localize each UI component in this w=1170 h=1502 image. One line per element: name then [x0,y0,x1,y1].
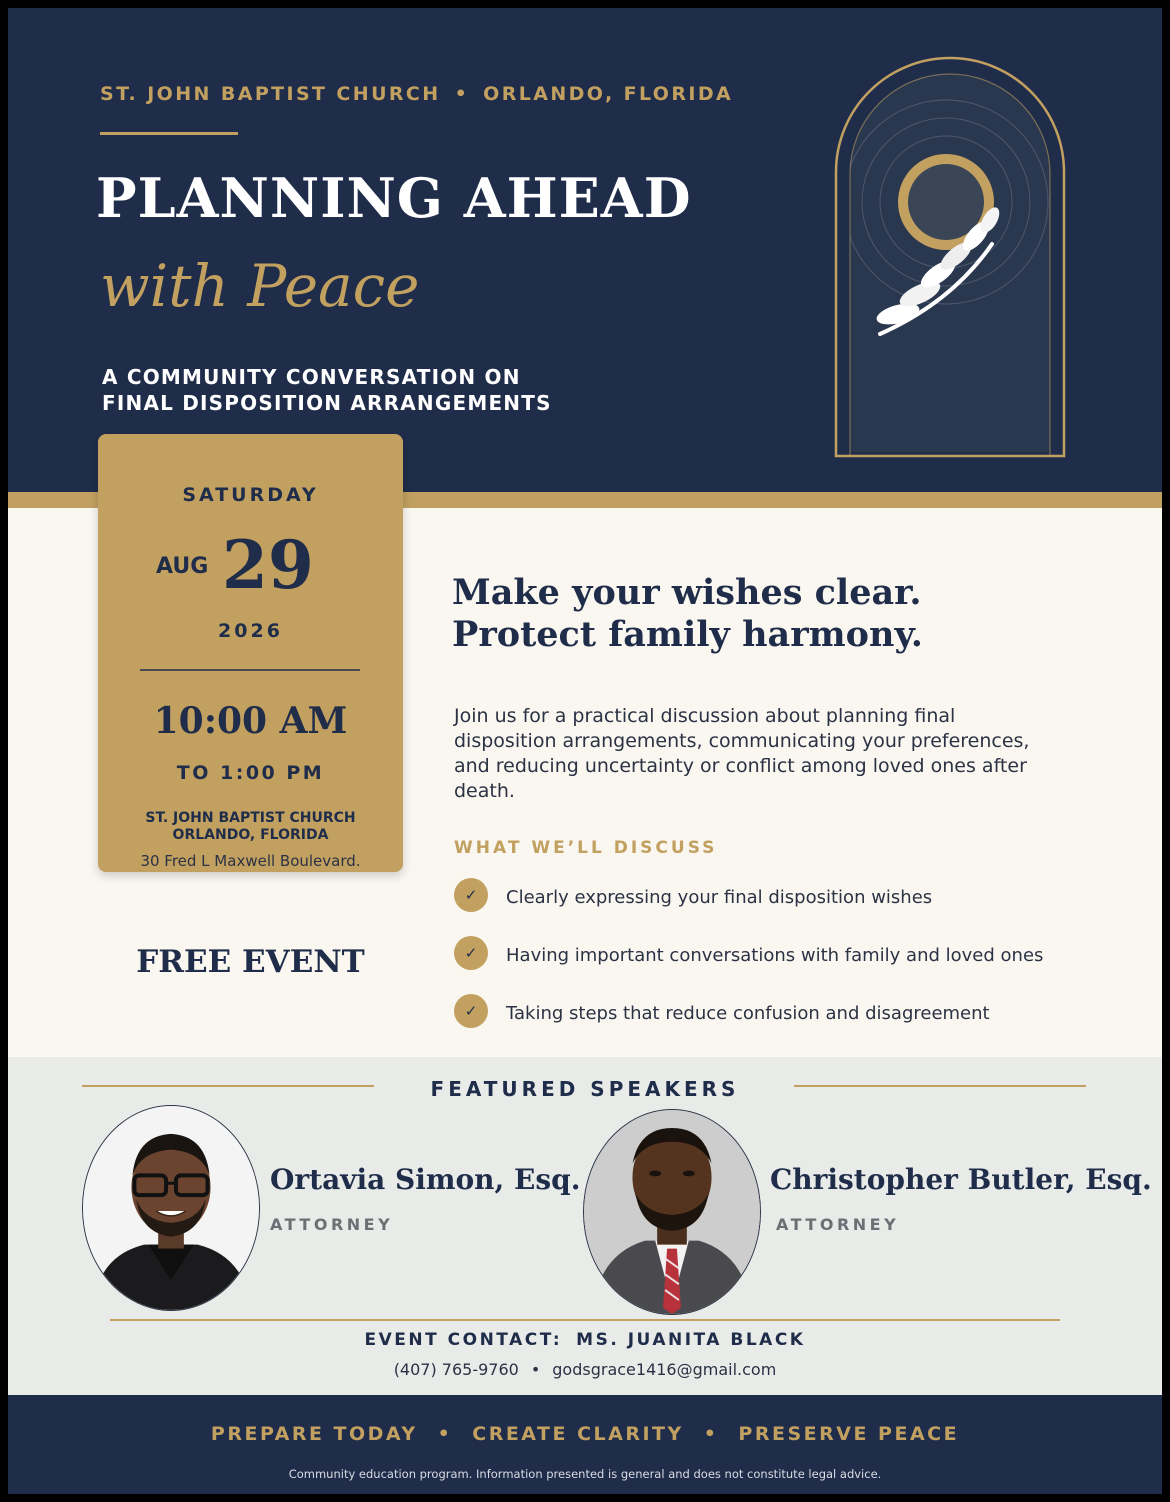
topic-text: Clearly expressing your final disposition wishes [506,887,933,908]
headline-line1: Make your wishes clear. [452,572,922,613]
topic-item [454,992,1114,1050]
free-event-label: FREE EVENT [136,944,365,980]
end-time: TO 1:00 PM [176,762,325,784]
arch-sun-olive-branch-icon [834,56,1066,458]
speaker-photo [583,1109,761,1315]
discuss-heading: WHAT WE’LL DISCUSS [454,838,718,858]
headline [452,572,923,656]
day-of-week: SATURDAY [182,484,319,506]
topic-item [454,934,1114,992]
header-rule [100,132,238,135]
event-month: AUG [156,554,209,579]
subtitle [102,364,552,416]
headline-line2: Protect family harmony. [452,614,923,655]
check-icon: ✓ [454,878,488,912]
description: Join us for a practical discussion about planning final disposition arrangements, communicating your preferences, and reducing uncertainty or conflict among loved ones after death. [454,705,1030,802]
tagline-clarity: CREATE CLARITY [472,1423,684,1445]
tagline-prepare: PREPARE TODAY [210,1423,418,1445]
org-line [100,83,733,105]
disclaimer: Community education program. Information presented is general and does not constitute legal advice. [288,1467,882,1481]
start-time: 10:00 AM [153,700,348,742]
speakers-heading: FEATURED SPEAKERS [430,1077,740,1101]
title-script: with Peace [100,252,420,320]
venue [98,810,403,844]
topic-text: Having important conversations with family and loved ones [506,945,1044,966]
separator-dot: • [454,83,470,105]
speaker-role: ATTORNEY [270,1215,394,1234]
separator-dot: • [530,1360,541,1379]
tagline-peace: PRESERVE PEACE [738,1423,960,1445]
org-name: ST. JOHN BAPTIST CHURCH [100,83,441,105]
speaker-name: Ortavia Simon, Esq. [270,1163,581,1196]
topic-text: Taking steps that reduce confusion and disagreement [506,1003,990,1024]
venue-name: ST. JOHN BAPTIST CHURCH [145,810,356,826]
speaker-name: Christopher Butler, Esq. [770,1163,1152,1196]
speakers-section [8,1057,1162,1395]
contact-email[interactable]: godsgrace1416@gmail.com [552,1360,777,1379]
header-banner [8,8,1162,492]
date-card [98,434,403,872]
separator-dot: • [437,1423,453,1445]
speaker-role: ATTORNEY [776,1215,900,1234]
contact-phone[interactable]: (407) 765-9760 [393,1360,519,1379]
separator-dot: • [703,1423,719,1445]
topic-item [454,876,1114,934]
title-main: PLANNING AHEAD [96,166,692,230]
tagline [8,1423,1162,1445]
contact-details [8,1360,1162,1379]
check-icon: ✓ [454,994,488,1028]
footer [8,1395,1162,1494]
subtitle-line1: A COMMUNITY CONVERSATION ON [102,365,521,389]
contact-name: MS. JUANITA BLACK [576,1330,806,1350]
event-day: 29 [222,526,314,604]
flyer [8,8,1162,1494]
venue-city: ORLANDO, FLORIDA [172,827,329,843]
check-icon: ✓ [454,936,488,970]
org-location: ORLANDO, FLORIDA [483,83,734,105]
venue-address: 30 Fred L Maxwell Boulevard. [140,852,361,870]
speaker-photo [82,1105,260,1311]
contact-label: EVENT CONTACT: [364,1330,563,1350]
date-divider [140,669,360,671]
event-year: 2026 [218,620,283,642]
contact-heading [8,1330,1162,1350]
topic-list [454,876,1114,1050]
contact-rule [110,1319,1060,1321]
subtitle-line2: FINAL DISPOSITION ARRANGEMENTS [102,391,552,415]
